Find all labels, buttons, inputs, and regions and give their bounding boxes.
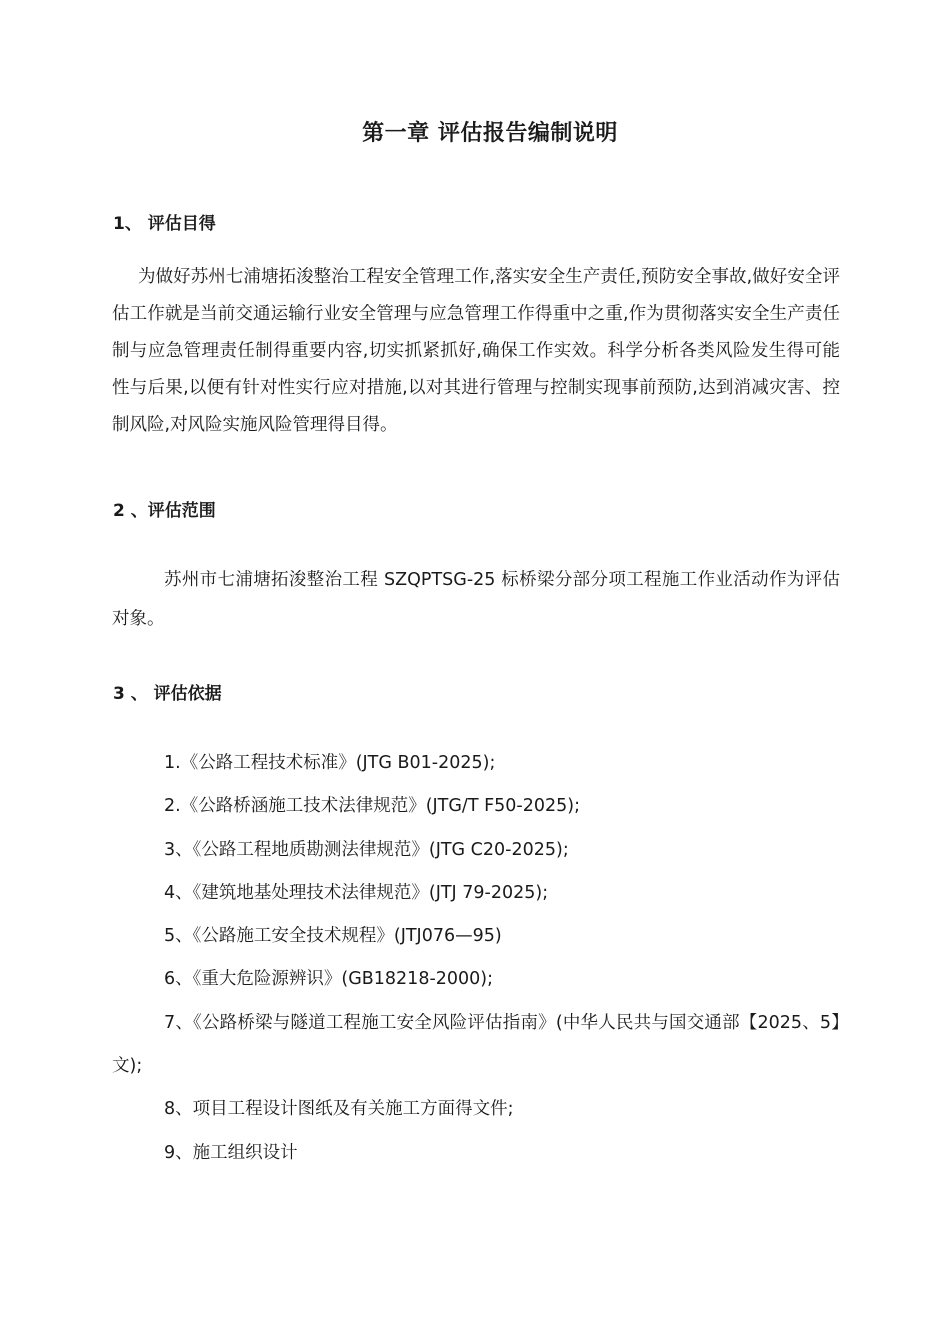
reference-item: 8、项目工程设计图纸及有关施工方面得文件; xyxy=(164,1099,514,1120)
chapter-title: 第一章 评估报告编制说明 xyxy=(362,121,618,146)
reference-item: 7、《公路桥梁与隧道工程施工安全风险评估指南》(中华人民共与国交通部【2025、5】文); xyxy=(112,1012,840,1077)
reference-item: 2.《公路桥涵施工技术法律规范》(JTG/T F50-2025); xyxy=(164,796,580,817)
reference-item: 4、《建筑地基处理技术法律规范》(JTJ 79-2025); xyxy=(164,882,549,903)
reference-item: 3、《公路工程地质勘测法律规范》(JTG C20-2025); xyxy=(164,839,569,860)
paragraph-purpose: 为做好苏州七浦塘拓浚整治工程安全管理工作,落实安全生产责任,预防安全事故,做好安全评估工作就是当前交通运输行业安全管理与应急管理工作得重中之重,作为贯彻落实安全生产责任制与应急管理责任制得重要内容,切实抓紧抓好,确保工作实效。科学分析各类风险发生得可能性与后果,以便有针对性实行应对措施,以对其进行管理与控制实现事前预防,达到消减灾害、控制风险,对风险实施风险管理得目得。 xyxy=(112,267,840,435)
section-heading-purpose: 1、 评估目得 xyxy=(113,214,216,234)
reference-list xyxy=(112,742,840,1175)
section-heading-scope: 2 、评估范围 xyxy=(113,501,216,521)
section-heading-basis: 3 、 评估依据 xyxy=(113,684,222,704)
reference-item: 5、《公路施工安全技术规程》(JTJ076—95) xyxy=(164,926,502,947)
reference-item: 6、《重大危险源辨识》(GB18218-2000); xyxy=(164,969,494,990)
reference-item: 1.《公路工程技术标准》(JTG B01-2025); xyxy=(164,753,496,773)
reference-item: 9、施工组织设计 xyxy=(164,1142,298,1163)
paragraph-scope: 苏州市七浦塘拓浚整治工程 SZQPTSG-25 标桥梁分部分项工程施工作业活动作为评估对象。 xyxy=(112,570,840,629)
